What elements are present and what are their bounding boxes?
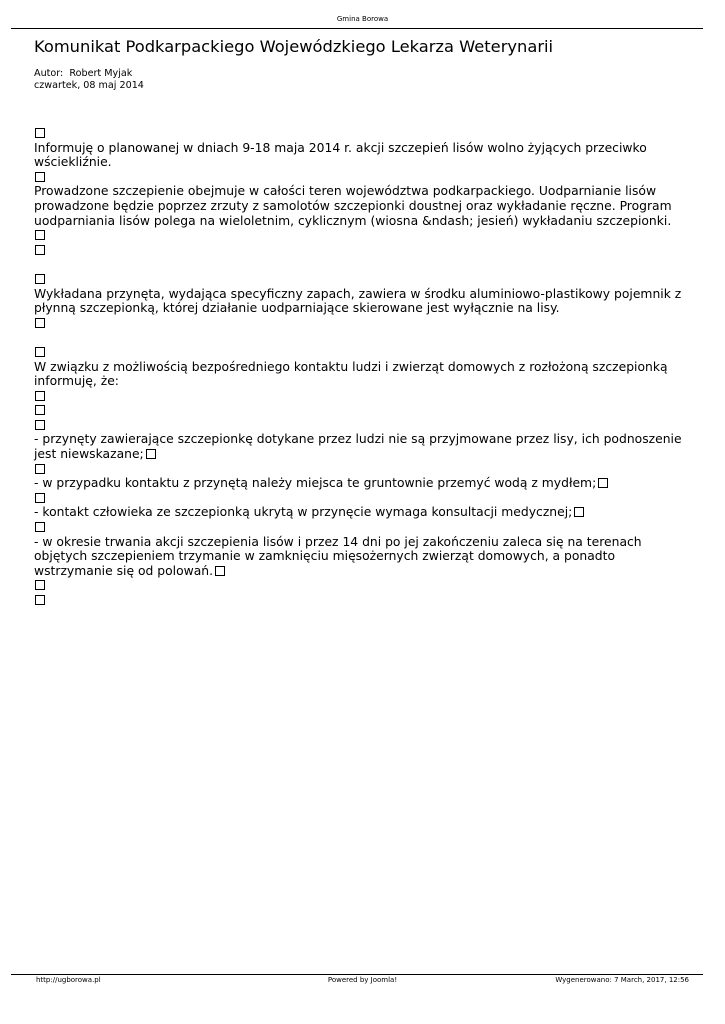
body-line: W związku z możliwością bezpośredniego kontaktu ludzi i zwierząt domowych z rozłożoną szczepionką <box>34 359 668 374</box>
placeholder-box-icon <box>35 245 45 255</box>
bullet-line: - w okresie trwania akcji szczepienia lisów i przez 14 dni po jej zakończeniu zaleca się na terenach <box>34 534 642 549</box>
body-line: uodparniania lisów polega na wieloletnim, cyklicznym (wiosna &ndash; jesień) wykładaniu szczepionki. <box>34 213 672 228</box>
placeholder-box-icon <box>35 464 45 474</box>
body-line: płynną szczepionką, której działanie uodparniające skierowane jest wyłącznie na lisy. <box>34 301 560 316</box>
body-line: prowadzone będzie poprzez zrzuty z samolotów szczepionki doustnej oraz wykładanie ręczne. Program <box>34 198 672 213</box>
footer-generated: Wygenerowano: 7 March, 2017, 12:56 <box>555 976 689 984</box>
body-line: Informuję o planowanej w dniach 9-18 maja 2014 r. akcji szczepień lisów wolno żyjących przeciwko <box>34 140 647 155</box>
placeholder-box-icon <box>35 522 45 532</box>
article-title: Komunikat Podkarpackiego Wojewódzkiego Lekarza Weterynarii <box>34 37 554 56</box>
placeholder-box-icon <box>35 230 45 240</box>
date-line: czwartek, 08 maj 2014 <box>34 80 144 91</box>
placeholder-box-icon <box>35 274 45 284</box>
bullet-line: jest niewskazane; <box>34 447 144 462</box>
placeholder-box-icon <box>574 507 584 517</box>
bullet-line: wstrzymanie się od polowań. <box>34 563 214 578</box>
placeholder-box-icon <box>215 566 225 576</box>
placeholder-box-icon <box>598 478 608 488</box>
bullet-line: - kontakt człowieka ze szczepionką ukrytą w przynęcie wymaga konsultacji medycznej; <box>34 505 573 520</box>
placeholder-box-icon <box>146 449 156 459</box>
placeholder-box-icon <box>35 128 45 138</box>
placeholder-box-icon <box>35 420 45 430</box>
footer-divider <box>11 974 703 975</box>
site-name: Gmina Borowa <box>336 15 389 23</box>
author-line: Autor: Robert Myjak <box>34 68 133 79</box>
placeholder-box-icon <box>35 493 45 503</box>
bullet-line: - w przypadku kontaktu z przynętą należy miejsca te gruntownie przemyć wodą z mydłem; <box>34 476 597 491</box>
body-line: informuję, że: <box>34 374 119 389</box>
header-divider <box>11 28 703 29</box>
bullet-line: - przynęty zawierające szczepionkę dotykane przez ludzi nie są przyjmowane przez lisy, ich podnoszenie <box>34 432 682 447</box>
placeholder-box-icon <box>35 172 45 182</box>
footer-url[interactable]: http://ugborowa.pl <box>36 976 101 984</box>
placeholder-box-icon <box>35 405 45 415</box>
bullet-line: objętych szczepieniem trzymanie w zamknięciu mięsożernych zwierząt domowych, a ponadto <box>34 549 616 564</box>
article-meta <box>34 68 144 92</box>
body-line: Wykładana przynęta, wydająca specyficzny zapach, zawiera w środku aluminiowo-plastikowy pojemnik z <box>34 286 682 301</box>
placeholder-box-icon <box>35 595 45 605</box>
body-line: Prowadzone szczepienie obejmuje w całości teren województwa podkarpackiego. Uodparnianie lisów <box>34 184 657 199</box>
placeholder-box-icon <box>35 347 45 357</box>
placeholder-box-icon <box>35 580 45 590</box>
article-body <box>34 126 684 608</box>
footer-powered-by: Powered by Joomla! <box>327 976 398 984</box>
body-line: wściekliźnie. <box>34 155 112 170</box>
placeholder-box-icon <box>35 391 45 401</box>
placeholder-box-icon <box>35 318 45 328</box>
